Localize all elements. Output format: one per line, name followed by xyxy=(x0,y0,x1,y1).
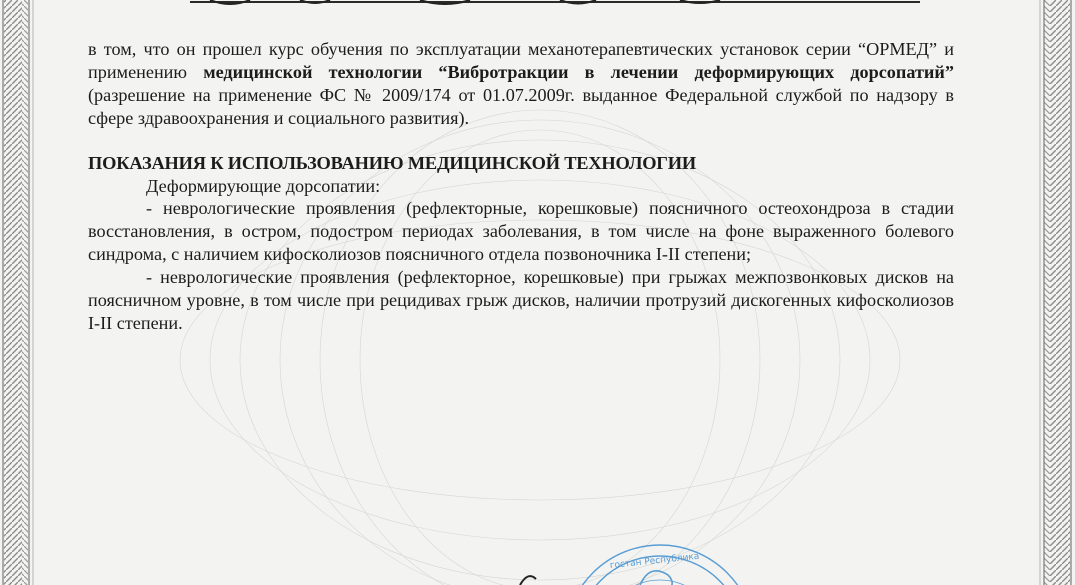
indications-heading: ПОКАЗАНИЯ К ИСПОЛЬЗОВАНИЮ МЕДИЦИНСКОЙ ТЕХНОЛОГИИ xyxy=(88,152,697,173)
intro-text: в том, что он прошел курс обучения по эксплуатации механотерапевтических установок серии “ОРМЕД” и применению xyxy=(88,39,954,82)
indication-item-1: - неврологические проявления (рефлекторные, корешковые) поясничного остеохондроза в стадии восстановления, в остром, подостром периодах заболевания, в том числе на фоне выраженного болевого синдрома, с наличием кифосколиозов поясничного отдела позвоночника I-II степени; xyxy=(88,198,954,265)
permit-text: (разрешение на применение ФС № 2009/174 от 01.07.2009г. выданное Федеральной службой по надзору в сфере здравоохранения и социального развития). xyxy=(88,84,954,128)
svg-text:гостан Республика: гостан Республика xyxy=(609,551,700,572)
indications-subheading: Деформирующие дорсопатии: xyxy=(146,175,381,196)
handwriting-top xyxy=(190,0,920,4)
technology-name: медицинской технологии “Вибротракции в лечении деформирующих дорсопатий” xyxy=(203,61,954,82)
certificate-body xyxy=(88,38,954,335)
left-border xyxy=(3,0,33,585)
signature-stroke xyxy=(520,576,536,585)
indication-item-2: - неврологические проявления (рефлекторное, корешковые) при грыжах межпозвонковых дисков на поясничном уровне, в том числе при рецидивах грыж дисков, наличии протрузий дискогенных кифосколиозов I-II степени. xyxy=(88,267,954,333)
stamp xyxy=(565,545,755,585)
right-border xyxy=(1040,0,1071,585)
training-paragraph xyxy=(88,38,954,130)
